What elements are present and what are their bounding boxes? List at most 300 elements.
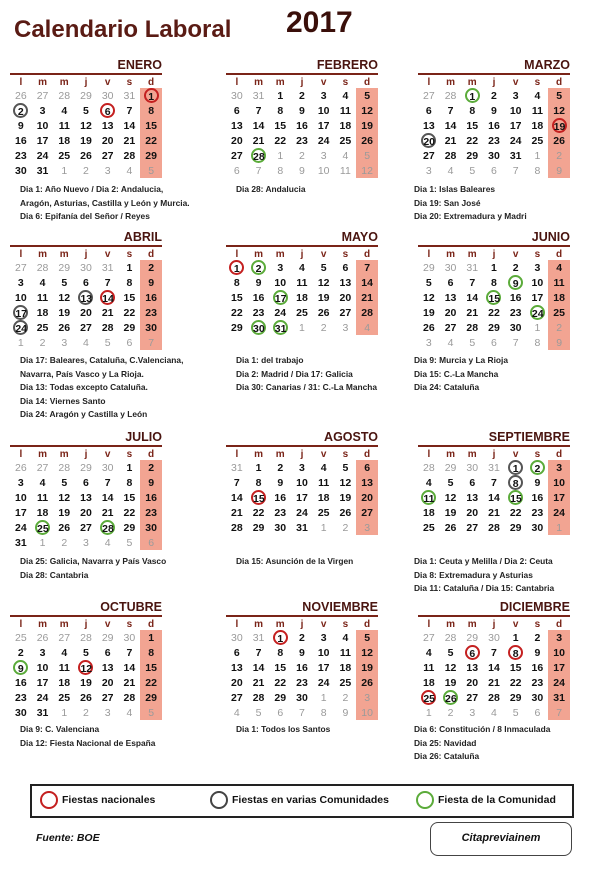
day-number: 8: [126, 476, 133, 489]
day-cell: [335, 460, 357, 475]
day-cell: [483, 520, 505, 535]
day-cell: [356, 305, 378, 320]
day-number: 2: [148, 261, 155, 274]
day-number: 11: [318, 476, 330, 489]
day-number: 2: [556, 149, 563, 162]
day-number: 7: [447, 104, 454, 117]
day-number: 5: [469, 164, 476, 177]
day-number: 16: [296, 661, 308, 674]
day-cell: [97, 88, 119, 103]
day-cell: [548, 260, 570, 275]
day-number: 3: [342, 321, 349, 334]
day-number: 4: [39, 476, 46, 489]
day-cell: [119, 275, 141, 290]
day-number: 21: [488, 676, 500, 689]
day-cell: [97, 475, 119, 490]
day-number: 15: [274, 661, 287, 674]
month-notes: [20, 183, 196, 224]
week-row: [10, 290, 162, 305]
day-cell: [548, 335, 570, 350]
day-number: 27: [444, 321, 457, 334]
day-cell: [10, 260, 32, 275]
day-cell: [53, 660, 75, 675]
month-notes: [20, 555, 196, 582]
holiday-note: Dia 24: Aragón y Castilla y León: [20, 409, 148, 419]
day-cell: [313, 660, 335, 675]
day-number: 5: [364, 149, 371, 162]
day-number: 5: [83, 646, 89, 659]
day-number: 10: [36, 661, 49, 674]
day-number: 5: [320, 261, 327, 274]
month-divider: [10, 73, 162, 75]
day-number: 2: [299, 631, 305, 644]
day-cell: [527, 335, 549, 350]
day-cell: [461, 630, 483, 645]
day-number: 2: [299, 149, 305, 162]
day-cell: [461, 675, 483, 690]
weekday-header: m: [38, 248, 47, 260]
week-row: [10, 275, 162, 290]
day-number: 6: [233, 164, 240, 177]
day-number: 10: [15, 491, 27, 504]
day-cell: [335, 645, 357, 660]
day-cell: [505, 163, 527, 178]
legend: [30, 784, 574, 818]
week-row: [226, 660, 378, 675]
day-number: 4: [425, 646, 432, 659]
day-cell: [483, 260, 505, 275]
week-row: [226, 290, 378, 305]
day-number: 7: [491, 646, 497, 659]
day-cell: [418, 520, 440, 535]
day-cell: [356, 88, 378, 103]
day-cell: [32, 88, 54, 103]
day-cell: [418, 133, 440, 148]
day-cell: [140, 705, 162, 720]
weekday-header: j: [300, 76, 304, 88]
day-number: 3: [556, 631, 563, 644]
day-number: 27: [361, 506, 373, 519]
day-number: 29: [80, 461, 92, 474]
day-cell: [527, 475, 549, 490]
holiday-note: Dia 28: Andalucia: [236, 184, 306, 194]
day-cell: [97, 133, 119, 148]
day-cell: [226, 88, 248, 103]
day-cell: [418, 675, 440, 690]
day-cell: [248, 88, 270, 103]
day-number: 7: [556, 706, 563, 719]
day-number: 4: [83, 336, 89, 349]
day-number: 7: [126, 646, 133, 659]
day-number: 2: [299, 89, 305, 102]
day-number: 13: [231, 661, 243, 674]
day-number: 20: [466, 506, 479, 519]
day-cell: [483, 660, 505, 675]
day-number: 1: [512, 631, 519, 644]
day-cell: [356, 520, 378, 535]
day-cell: [483, 275, 505, 290]
day-number: 17: [296, 491, 308, 504]
week-row: [226, 675, 378, 690]
day-number: 29: [444, 461, 457, 474]
weekday-header: m: [59, 76, 69, 88]
month-table: [418, 248, 570, 350]
month-notes: [414, 354, 590, 395]
weekday-header: j: [492, 448, 496, 460]
day-number: 31: [488, 461, 500, 474]
day-number: 15: [145, 119, 157, 132]
day-number: 22: [123, 506, 136, 519]
day-cell: [440, 675, 462, 690]
day-number: 4: [61, 646, 68, 659]
day-cell: [10, 118, 32, 133]
day-number: 20: [361, 491, 373, 504]
day-number: 14: [231, 491, 243, 504]
day-cell: [505, 305, 527, 320]
day-cell: [53, 163, 75, 178]
day-number: 23: [15, 149, 27, 162]
day-number: 28: [488, 691, 500, 704]
day-number: 1: [17, 336, 24, 349]
day-cell: [140, 335, 162, 350]
day-number: 30: [123, 631, 136, 644]
day-cell: [10, 535, 32, 550]
day-cell: [418, 305, 440, 320]
day-cell: [97, 275, 119, 290]
day-number: 6: [233, 646, 240, 659]
day-cell: [75, 630, 97, 645]
day-cell: [75, 645, 97, 660]
day-number: 3: [39, 104, 46, 117]
day-number: 23: [531, 676, 544, 689]
day-number: 7: [299, 706, 305, 719]
day-number: 11: [58, 661, 70, 674]
day-number: 29: [274, 691, 287, 704]
day-cell: [97, 260, 119, 275]
day-cell: [32, 705, 54, 720]
weekday-header: d: [364, 248, 371, 260]
day-number: 16: [252, 291, 265, 304]
day-cell: [248, 163, 270, 178]
day-cell: [119, 630, 141, 645]
holiday-note: Dia 26: Cataluña: [414, 751, 480, 761]
day-number: 10: [553, 646, 565, 659]
month-notes: [414, 183, 590, 224]
day-number: 15: [123, 291, 136, 304]
day-cell: [483, 460, 505, 475]
day-cell: [335, 660, 357, 675]
weekday-header: j: [492, 248, 496, 260]
day-cell: [356, 320, 378, 335]
holiday-note: Dia 1: Ceuta y Melilla / Dia 2: Ceuta: [414, 556, 553, 566]
month-notes: [236, 555, 412, 569]
day-cell: [10, 705, 32, 720]
day-cell: [53, 133, 75, 148]
weekday-header: v: [104, 76, 111, 88]
day-number: 1: [299, 321, 305, 334]
day-cell: [75, 275, 97, 290]
day-number: 26: [339, 506, 352, 519]
holiday-marker-comunidad: 31: [273, 320, 288, 335]
day-cell: [75, 460, 97, 475]
month-table: [10, 618, 162, 720]
day-number: 5: [447, 476, 454, 489]
day-number: 26: [361, 676, 373, 689]
day-cell: [75, 320, 97, 335]
day-number: 24: [36, 149, 49, 162]
day-cell: [97, 690, 119, 705]
day-number: 28: [444, 631, 457, 644]
day-cell: [10, 305, 32, 320]
day-number: 10: [361, 706, 373, 719]
day-number: 3: [425, 336, 432, 349]
day-cell: [269, 133, 291, 148]
day-cell: [226, 320, 248, 335]
day-cell: [226, 490, 248, 505]
day-cell: [32, 690, 54, 705]
day-cell: [53, 690, 75, 705]
day-cell: [440, 690, 462, 705]
day-number: 13: [101, 119, 114, 132]
day-number: 31: [553, 691, 565, 704]
day-cell: [75, 690, 97, 705]
day-cell: [356, 275, 378, 290]
week-row: [10, 88, 162, 103]
day-number: 27: [80, 521, 92, 534]
day-cell: [505, 335, 527, 350]
day-cell: [505, 475, 527, 490]
day-number: 26: [36, 631, 49, 644]
day-cell: [10, 148, 32, 163]
day-number: 12: [361, 164, 373, 177]
day-cell: [313, 520, 335, 535]
month-diciembre: [418, 600, 570, 720]
day-cell: [97, 645, 119, 660]
weekday-header: s: [126, 448, 133, 460]
day-number: 14: [466, 291, 479, 304]
day-cell: [75, 103, 97, 118]
day-cell: [461, 520, 483, 535]
day-cell: [32, 163, 54, 178]
day-number: 2: [83, 164, 89, 177]
day-number: 17: [553, 491, 565, 504]
gray-circle-icon: [210, 791, 228, 809]
day-number: 9: [17, 119, 24, 132]
holiday-note: Dia 11: Cataluña / Dia 15: Cantabria: [414, 583, 555, 593]
day-number: 25: [15, 631, 27, 644]
day-number: 23: [145, 506, 157, 519]
day-cell: [75, 675, 97, 690]
day-number: 17: [36, 676, 49, 689]
day-number: 5: [556, 89, 563, 102]
day-number: 16: [296, 119, 308, 132]
day-number: 3: [512, 89, 519, 102]
day-number: 18: [36, 506, 49, 519]
day-cell: [140, 675, 162, 690]
day-cell: [461, 275, 483, 290]
day-cell: [53, 460, 75, 475]
day-cell: [248, 645, 270, 660]
day-cell: [440, 163, 462, 178]
weekday-header: s: [126, 76, 133, 88]
day-number: 7: [512, 336, 519, 349]
day-cell: [291, 520, 313, 535]
red-circle-icon: [40, 791, 58, 809]
day-number: 17: [15, 506, 27, 519]
day-number: 9: [299, 104, 305, 117]
year-label: 2017: [286, 6, 353, 39]
day-number: 12: [444, 491, 457, 504]
holiday-marker-nacional: 1: [144, 88, 159, 103]
holiday-marker-nacional: 6: [465, 645, 480, 660]
holiday-note: Dia 1: Todos los Santos: [236, 724, 331, 734]
day-number: 9: [299, 646, 305, 659]
day-cell: [505, 290, 527, 305]
day-number: 12: [444, 661, 457, 674]
weekday-header: j: [84, 618, 88, 630]
day-cell: [10, 275, 32, 290]
day-number: 18: [531, 119, 544, 132]
day-cell: [119, 163, 141, 178]
weekday-header: d: [148, 448, 155, 460]
day-cell: [97, 460, 119, 475]
day-cell: [356, 260, 378, 275]
day-cell: [313, 163, 335, 178]
day-number: 15: [466, 119, 479, 132]
day-number: 6: [148, 536, 155, 549]
day-number: 30: [509, 321, 522, 334]
month-notes: [236, 354, 412, 395]
day-cell: [335, 475, 357, 490]
day-cell: [335, 133, 357, 148]
day-number: 1: [126, 261, 133, 274]
day-number: 3: [320, 89, 327, 102]
day-number: 30: [444, 261, 457, 274]
day-number: 14: [252, 119, 265, 132]
day-cell: [119, 475, 141, 490]
day-number: 9: [491, 104, 497, 117]
week-row: [10, 133, 162, 148]
day-cell: [483, 103, 505, 118]
day-cell: [97, 505, 119, 520]
day-number: 16: [509, 291, 522, 304]
day-number: 2: [342, 521, 349, 534]
day-cell: [291, 118, 313, 133]
day-number: 11: [553, 276, 565, 289]
day-number: 28: [123, 691, 136, 704]
weekday-header: j: [300, 448, 304, 460]
day-number: 8: [534, 164, 541, 177]
day-number: 10: [296, 476, 308, 489]
day-cell: [527, 163, 549, 178]
day-cell: [53, 505, 75, 520]
day-number: 12: [339, 476, 352, 489]
month-enero: [10, 58, 162, 178]
day-number: 26: [553, 134, 565, 147]
weekday-header: v: [104, 448, 111, 460]
day-cell: [97, 535, 119, 550]
day-cell: [75, 660, 97, 675]
day-number: 25: [317, 506, 330, 519]
day-number: 28: [466, 321, 479, 334]
day-number: 5: [83, 104, 89, 117]
day-number: 31: [296, 521, 308, 534]
day-number: 22: [231, 306, 243, 319]
weekday-header: j: [84, 76, 88, 88]
day-cell: [248, 520, 270, 535]
weekday-header: m: [275, 618, 285, 630]
day-number: 24: [553, 676, 565, 689]
day-number: 13: [361, 476, 373, 489]
day-cell: [548, 505, 570, 520]
day-cell: [226, 475, 248, 490]
holiday-note: Dia 1: Año Nuevo / Dia 2: Andalucia,: [20, 184, 164, 194]
day-cell: [10, 163, 32, 178]
holiday-marker-varias: 17: [13, 305, 28, 320]
day-cell: [313, 705, 335, 720]
day-number: 19: [361, 119, 373, 132]
day-cell: [226, 675, 248, 690]
day-number: 20: [80, 506, 92, 519]
holiday-note: Dia 14: Viernes Santo: [20, 395, 106, 406]
day-number: 8: [320, 706, 327, 719]
holiday-note: Dia 30: Canarias / 31: C.-La Mancha: [236, 382, 378, 392]
weekday-header: m: [59, 248, 69, 260]
day-number: 3: [104, 706, 111, 719]
weekday-header: m: [275, 448, 285, 460]
day-number: 13: [466, 661, 479, 674]
day-cell: [226, 133, 248, 148]
day-number: 28: [36, 261, 49, 274]
day-cell: [527, 88, 549, 103]
month-table: [10, 448, 162, 550]
day-cell: [335, 520, 357, 535]
day-number: 31: [509, 149, 522, 162]
weekday-header: s: [342, 76, 349, 88]
holiday-note: Dia 8: Extremadura y Asturias: [414, 569, 533, 580]
day-number: 9: [148, 476, 155, 489]
day-number: 15: [123, 491, 136, 504]
weekday-header: j: [492, 76, 496, 88]
day-cell: [291, 163, 313, 178]
day-number: 21: [252, 676, 265, 689]
day-number: 7: [233, 476, 240, 489]
day-cell: [291, 148, 313, 163]
month-divider: [226, 445, 378, 447]
holiday-note: Dia 15: Asunción de la Virgen: [236, 556, 354, 566]
weekday-header: m: [254, 448, 263, 460]
day-number: 4: [104, 536, 111, 549]
month-divider: [10, 245, 162, 247]
day-number: 31: [36, 164, 49, 177]
day-number: 28: [58, 89, 71, 102]
day-cell: [461, 320, 483, 335]
day-cell: [140, 660, 162, 675]
day-number: 18: [58, 134, 71, 147]
day-number: 5: [104, 336, 111, 349]
day-cell: [10, 88, 32, 103]
day-cell: [418, 630, 440, 645]
day-cell: [461, 290, 483, 305]
day-number: 7: [255, 104, 262, 117]
day-number: 18: [339, 119, 352, 132]
week-row: [10, 163, 162, 178]
day-cell: [548, 705, 570, 720]
day-cell: [248, 705, 270, 720]
day-number: 26: [15, 461, 27, 474]
day-cell: [269, 705, 291, 720]
day-number: 21: [123, 676, 136, 689]
